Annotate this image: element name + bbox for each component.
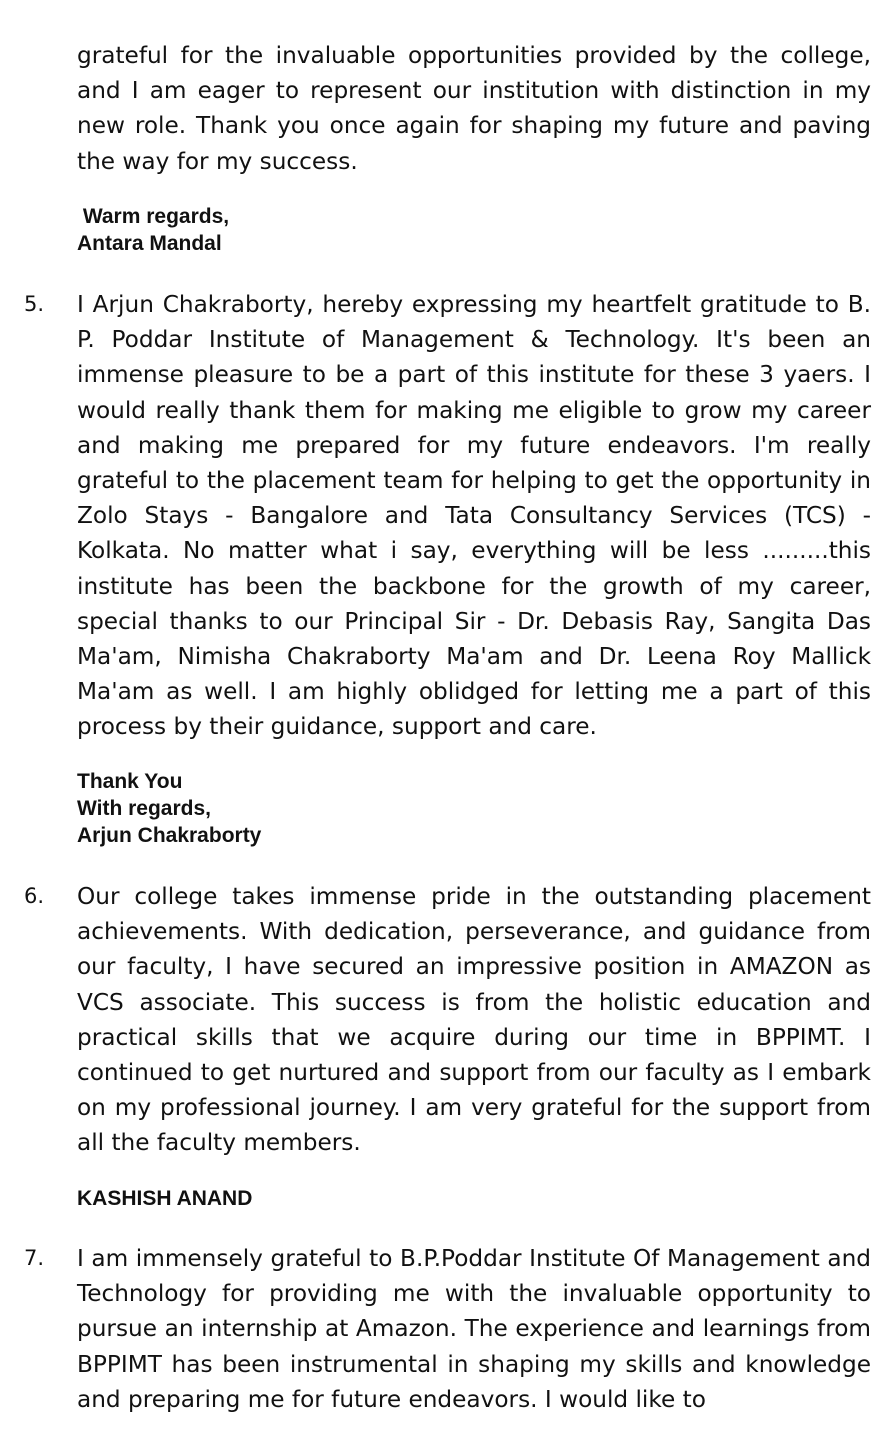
- signature-line: Thank You: [77, 770, 183, 793]
- testimonial-paragraph: grateful for the invaluable opportunities provided by the college, and I am eager to represent our institution with distinction in my new role. Thank you once again for shaping my future and paving the way for my success.: [77, 42, 871, 175]
- signature-line: With regards,: [77, 797, 211, 820]
- signature-block: [77, 768, 261, 849]
- testimonial-paragraph: Our college takes immense pride in the outstanding placement achievements. With dedication, perseverance, and guidance from our faculty, I have secured an impressive position in AMAZON as VCS associate. This success is from the holistic education and practical skills that we acquire during our time in BPPIMT. I continued to get nurtured and support from our faculty as I embark on my professional journey. I am very grateful for the support from all the faculty members.: [77, 883, 871, 1157]
- testimonial-paragraph: I am immensely grateful to B.P.Poddar Institute Of Management and Technology for providing me with the invaluable opportunity to pursue an internship at Amazon. The experience and learnings from BPPIMT has been instrumental in shaping my skills and knowledge and preparing me for future endeavors. I would like to: [77, 1245, 871, 1413]
- list-number: 7.: [24, 1246, 45, 1270]
- signature-block: [77, 203, 229, 257]
- signature-line: KASHISH ANAND: [77, 1187, 253, 1210]
- list-number: 5.: [24, 292, 45, 316]
- signature-line: Antara Mandal: [77, 232, 222, 255]
- list-number: 6.: [24, 884, 45, 908]
- signature-line: Warm regards,: [77, 205, 230, 228]
- testimonial-paragraph: I Arjun Chakraborty, hereby expressing my heartfelt gratitude to B. P. Poddar Institute of Management & Technology. It's been an immense pleasure to be a part of this institute for these 3 yaers. I would really thank them for making me eligible to grow my career and making me prepared for my future endeavors. I'm really grateful to the placement team for helping to get the opportunity in Zolo Stays - Bangalore and Tata Consultancy Services (TCS) - Kolkata. No matter what i say, everything will be less .........this institute has been the backbone for the growth of my career, special thanks to our Principal Sir - Dr. Debasis Ray, Sangita Das Ma'am, Nimisha Chakraborty Ma'am and Dr. Leena Roy Mallick Ma'am as well. I am highly oblidged for letting me a part of this process by their guidance, support and care.: [77, 291, 871, 741]
- signature-block: [77, 1185, 252, 1212]
- signature-line: Arjun Chakraborty: [77, 824, 262, 847]
